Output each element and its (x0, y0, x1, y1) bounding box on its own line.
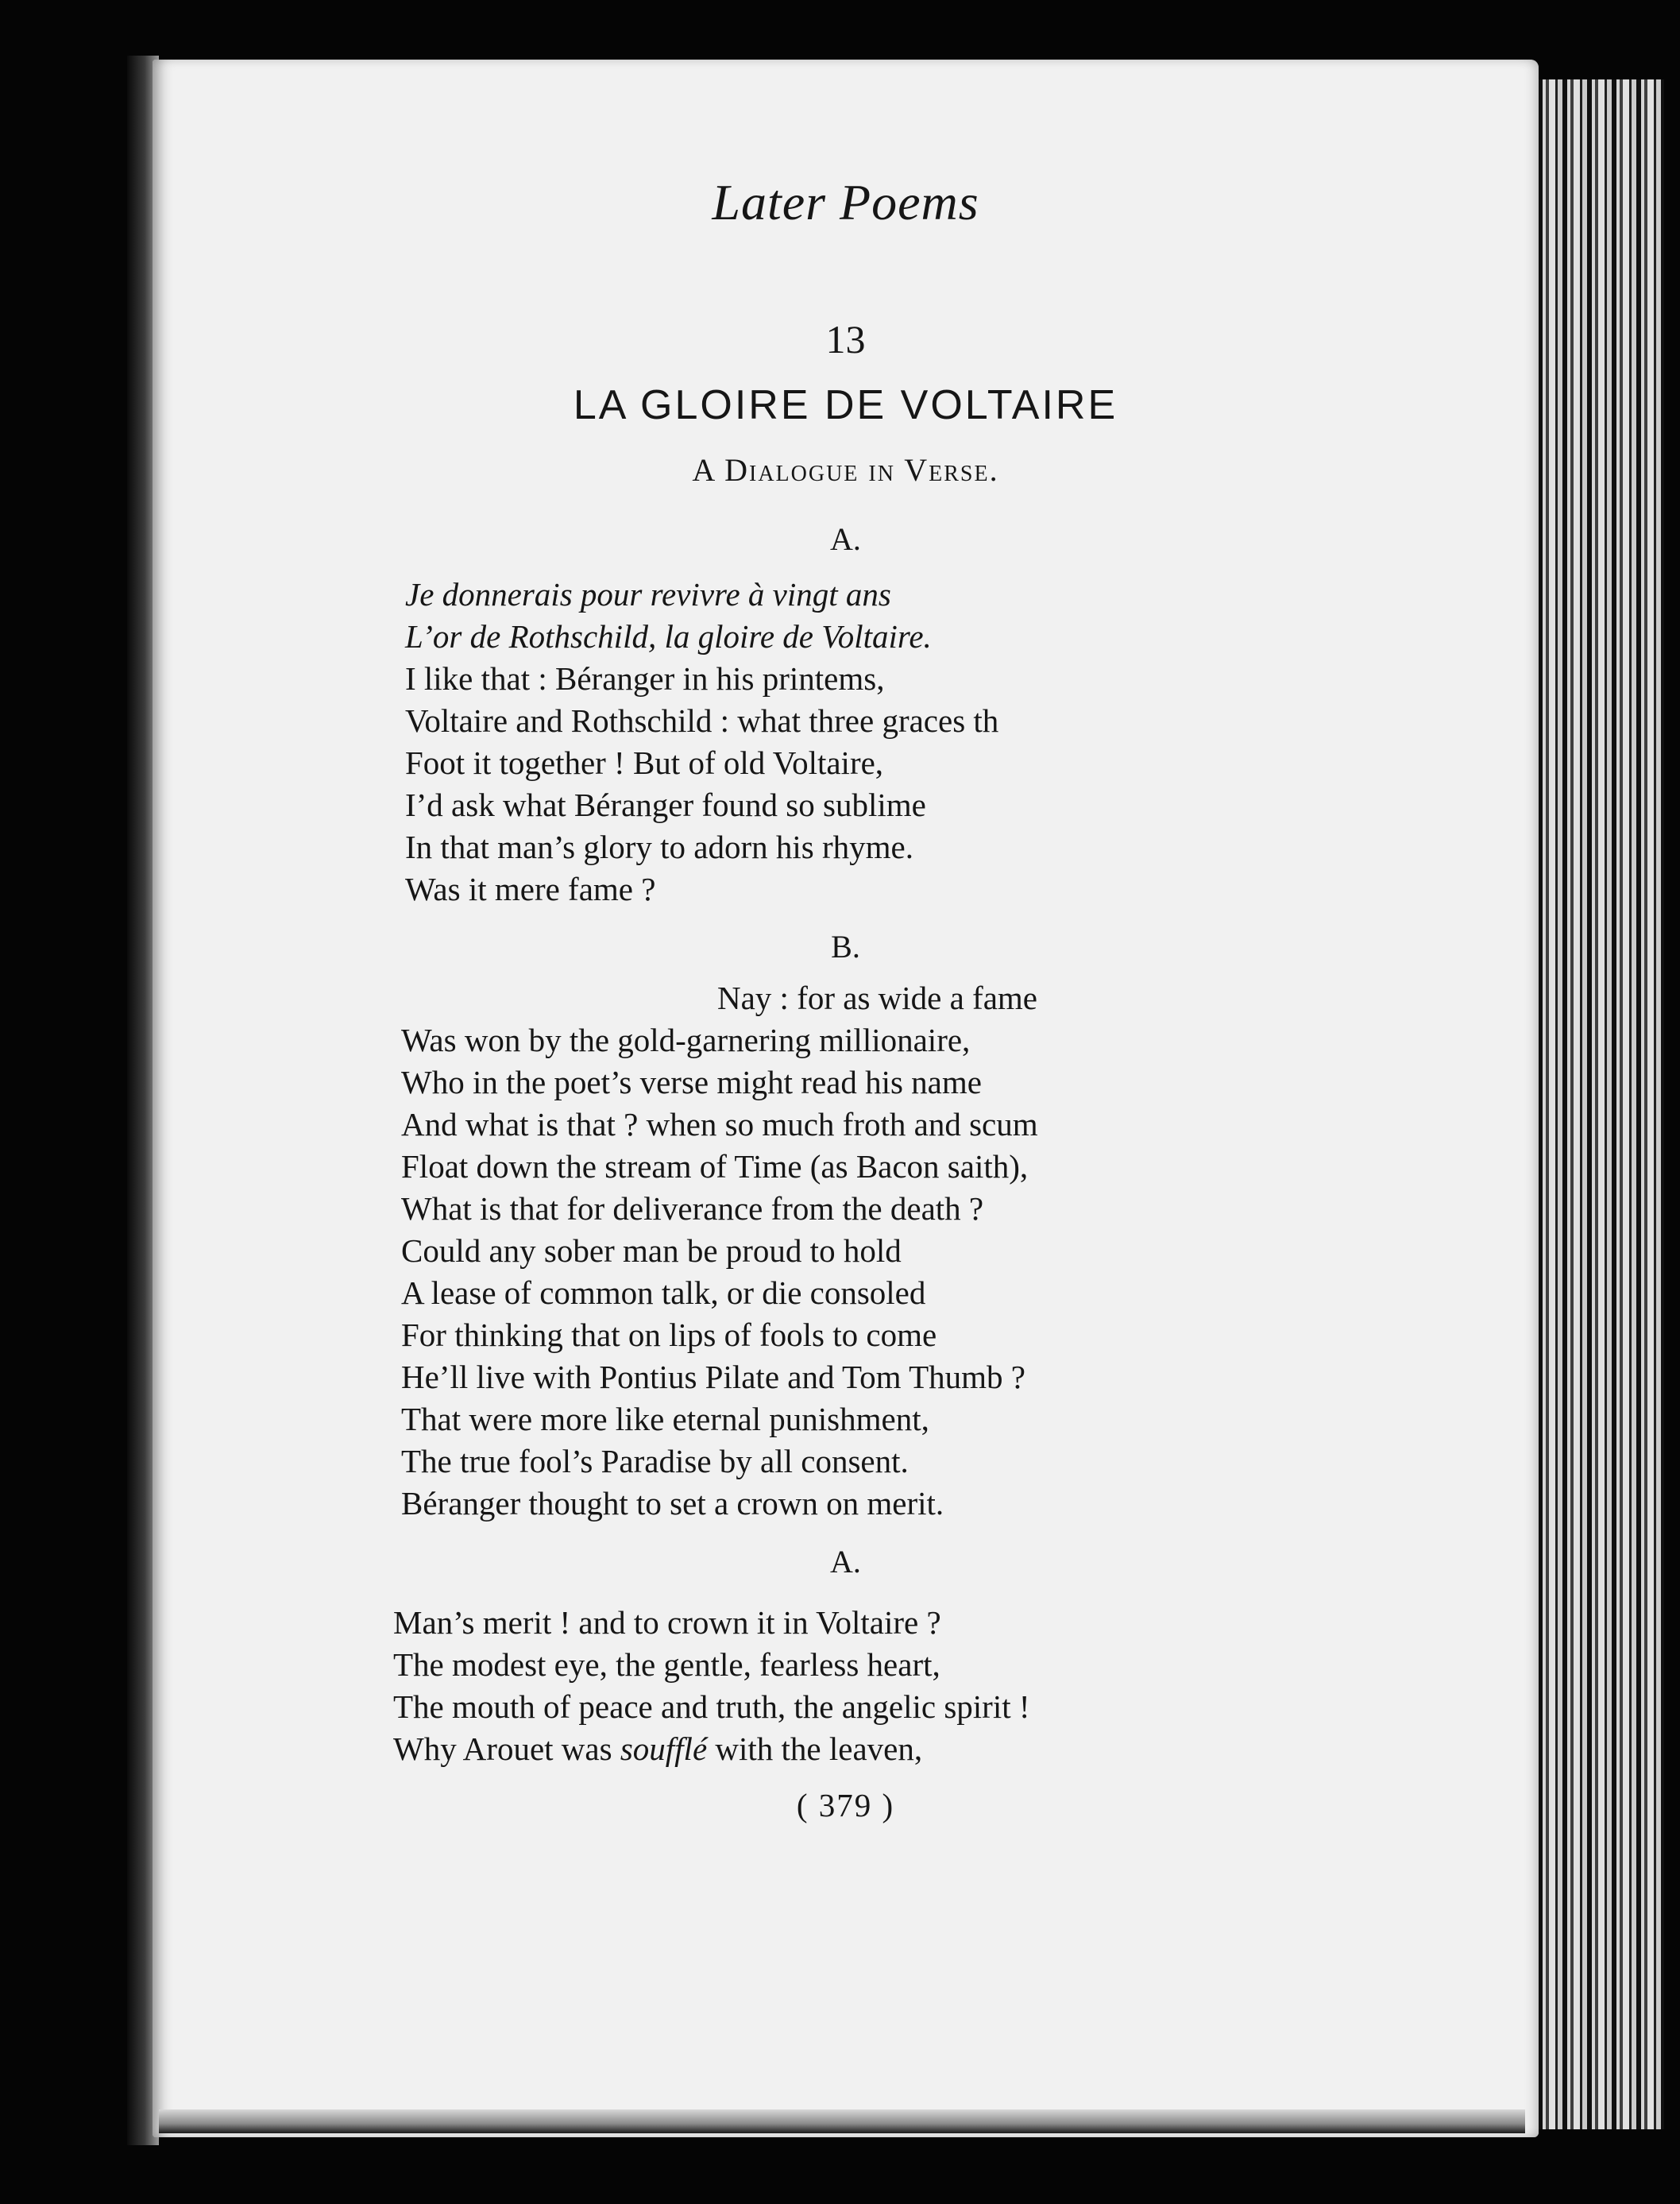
verse-line: What is that for deliverance from the death ? (401, 1190, 984, 1227)
verse-line: A lease of common talk, or die consoled (401, 1274, 926, 1311)
verse-line: He’ll live with Pontius Pilate and Tom Thumb ? (401, 1359, 1025, 1395)
poem-subtitle: A Dialogue in Verse. (692, 452, 999, 488)
verse-line: I like that : Béranger in his printems, (405, 660, 885, 697)
italic-word: soufflé (620, 1730, 708, 1767)
verse-line: Could any sober man be proud to hold (401, 1232, 902, 1269)
verse-line: Float down the stream of Time (as Bacon saith), (401, 1148, 1029, 1185)
verse-line: And what is that ? when so much froth and scum (401, 1106, 1038, 1143)
speaker-label: A. (830, 1544, 861, 1580)
poem-title: LA GLOIRE DE VOLTAIRE (573, 382, 1118, 428)
verse-line: Who in the poet’s verse might read his name (401, 1064, 982, 1100)
verse-line-text: with the leaven, (707, 1730, 923, 1767)
verse-line: For thinking that on lips of fools to come (401, 1317, 937, 1353)
verse-line: The mouth of peace and truth, the angelic spirit ! (393, 1688, 1030, 1725)
verse-line: Béranger thought to set a crown on merit. (401, 1485, 944, 1522)
verse-line: L’or de Rothschild, la gloire de Voltaire. (405, 618, 932, 655)
verse-line: Was it mere fame ? (405, 871, 656, 907)
verse-line: In that man’s glory to adorn his rhyme. (405, 829, 913, 865)
verse-line-text: Nay : for as wide a fame (717, 980, 1037, 1016)
verse-line: Was won by the gold-garnering millionaire, (401, 1022, 971, 1058)
page-number: ( 379 ) (796, 1787, 895, 1823)
verse-line: The true fool’s Paradise by all consent. (401, 1443, 909, 1479)
verse-line: Foot it together ! But of old Voltaire, (405, 744, 884, 781)
verse-line: That were more like eternal punishment, (401, 1401, 929, 1437)
stanza-a-first (405, 574, 998, 911)
stanza-b (401, 977, 1038, 1525)
stanza-a-second (393, 1602, 1030, 1770)
verse-line (393, 1728, 1030, 1770)
verse-line: Je donnerais pour revivre à vingt ans (405, 576, 891, 613)
verse-line: Man’s merit ! and to crown it in Voltaire ? (393, 1604, 941, 1641)
verse-line-text: Why Arouet was (393, 1730, 620, 1767)
speaker-label: A. (830, 521, 861, 557)
verse-line: Voltaire and Rothschild : what three graces th (405, 702, 999, 739)
speaker-label: B. (831, 929, 860, 965)
verse-line (401, 977, 1038, 1019)
verse-line: I’d ask what Béranger found so sublime (405, 787, 926, 823)
poem-number: 13 (825, 317, 866, 362)
verse-line: The modest eye, the gentle, fearless heart, (393, 1646, 940, 1683)
page-bottom-edge (159, 2109, 1525, 2133)
running-head: Later Poems (712, 174, 979, 230)
